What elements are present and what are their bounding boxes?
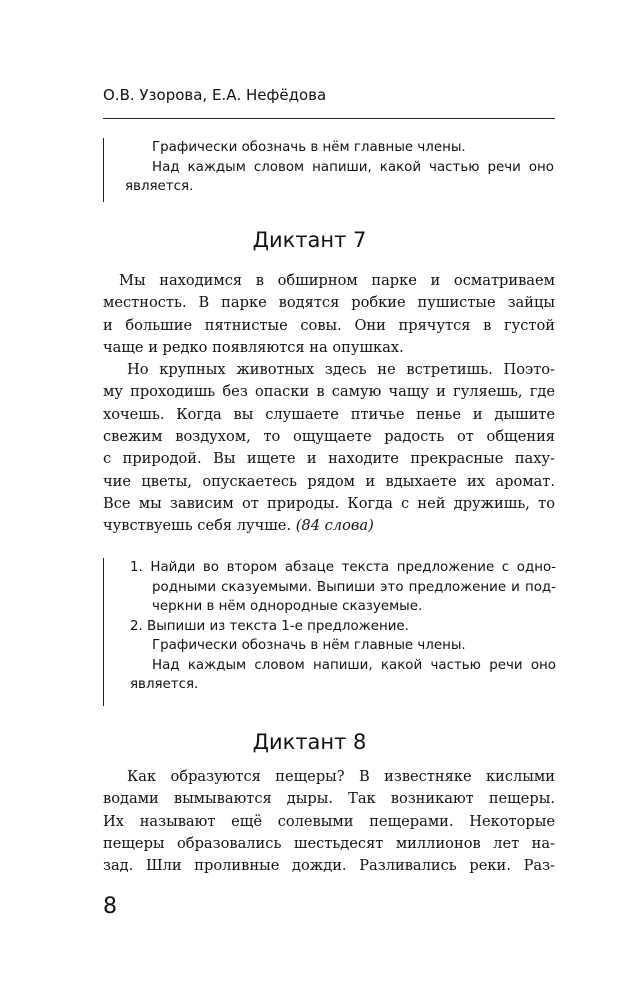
dictation-7-title: Диктант 7 <box>252 228 367 252</box>
word-count: (84 слова) <box>295 517 374 535</box>
page-number: 8 <box>103 894 117 919</box>
task-box-top <box>103 138 556 202</box>
text-line: зад. Шли проливные дожди. Разливались реки. Раз- <box>103 857 555 875</box>
text-line: пещеры образовались шестьдесят миллионов лет на- <box>103 834 555 852</box>
text-line: свежим воздухом, то ощущаете радость от общения <box>103 428 555 446</box>
header-rule <box>103 118 555 119</box>
task-line: Над каждым словом напиши, какой частью речи оно <box>152 657 556 673</box>
running-header: О.В. Узорова, Е.А. Нефёдова <box>103 86 327 104</box>
task-line: Графически обозначь в нём главные члены. <box>152 638 466 653</box>
task-line: Графически обозначь в нём главные члены. <box>152 140 466 155</box>
task-line: 1. Найди во втором абзаце текста предложение с одно- <box>130 560 556 575</box>
task-line: Над каждым словом напиши, какой частью речи оно <box>152 159 554 175</box>
task-line: 2. Выпиши из текста 1-е предложение. <box>130 618 409 634</box>
text-line: Все мы зависим от природы. Когда с ней дружишь, то <box>103 494 555 512</box>
task-line: является. <box>130 677 199 692</box>
text-line: местность. В парке водятся робкие пушистые зайцы <box>103 294 555 312</box>
text-line: чие цветы, опускаетесь рядом и вдыхаете их аромат. <box>103 472 555 490</box>
text-line: Мы находимся в обширном парке и осматриваем <box>119 272 555 289</box>
task-line: является. <box>125 179 194 194</box>
dictation-7-text <box>103 270 555 538</box>
text-line: чаще и редко появляются на опушках. <box>103 338 404 356</box>
task-line: родными сказуемыми. Выпиши это предложение и под- <box>152 579 556 595</box>
dictation-8-text <box>103 766 555 877</box>
text-line: Их называют ещё солевыми пещерами. Некоторые <box>103 812 555 830</box>
task-line: черкни в нём однородные сказуемые. <box>152 599 423 614</box>
text-line: и большие пятнистые совы. Они прячутся в густой <box>103 316 555 334</box>
dictation-8-title: Диктант 8 <box>252 730 367 754</box>
text-line: водами вымываются дыры. Так возникают пещеры. <box>103 790 555 808</box>
text-line: Как образуются пещеры? В известняке кислыми <box>127 768 555 785</box>
text-line: Но крупных животных здесь не встретишь. Поэто- <box>127 361 555 379</box>
text-line: чувствуешь себя лучше. (84 слова) <box>103 517 374 535</box>
text-line: с природой. Вы ищете и находите прекрасные паху- <box>103 450 555 468</box>
task-box-7 <box>103 558 556 706</box>
text-line: хочешь. Когда вы слушаете птичье пенье и дышите <box>103 405 555 423</box>
text-line: му проходишь без опаски в самую чащу и гуляешь, где <box>103 383 555 401</box>
